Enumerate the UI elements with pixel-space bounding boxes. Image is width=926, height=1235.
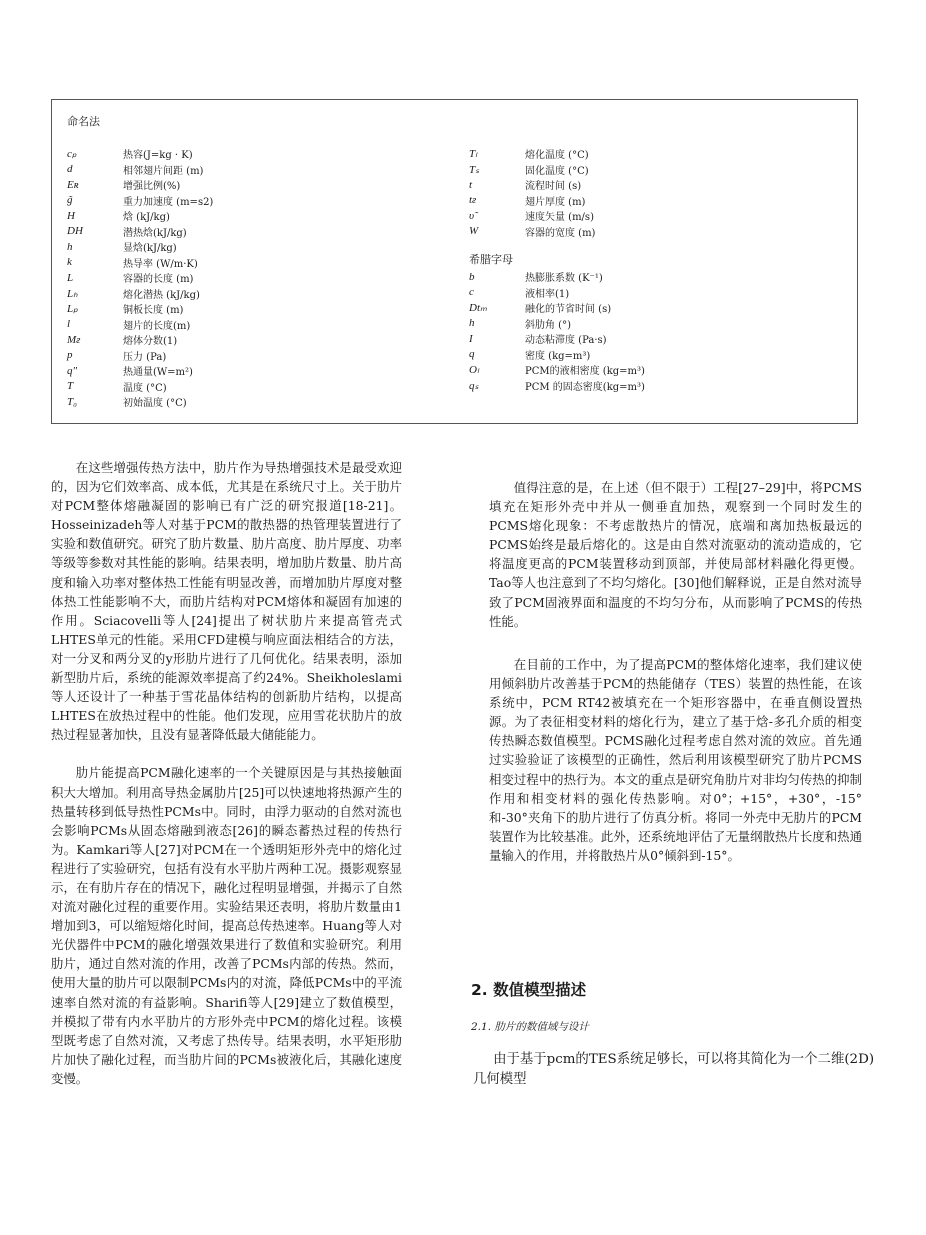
nomenclature-definition: 重力加速度 (m=s2) bbox=[123, 196, 214, 208]
greek-letters-heading: 希腊字母 bbox=[469, 253, 513, 266]
nomenclature-symbol: tғ bbox=[469, 194, 477, 207]
nomenclature-row bbox=[67, 394, 213, 410]
nomenclature-symbol: h bbox=[67, 240, 73, 253]
nomenclature-symbol: DH bbox=[67, 225, 83, 238]
nomenclature-row bbox=[469, 300, 645, 316]
nomenclature-definition: 固化温度 (°C) bbox=[525, 165, 589, 177]
paragraph: 值得注意的是，在上述（但不限于）工程[27–29]中，将PCMS填充在矩形外壳中并从一侧垂直加热，观察到一个同时发生的PCMS熔化现象：不考虑散热片的情况，底端和离加热板最远的PCMS始终是最后熔化的。这是由自然对流驱动的流动造成的，它将温度更高的PCM装置移动到顶部，并使局部材料融化得更慢。Tao等人也注意到了不均匀熔化。[30]他们解释说，正是自然对流导致了PCM固液界面和温度的不均匀分布，从而影响了PCMS的传热性能。 bbox=[489, 480, 862, 629]
body-left-column bbox=[51, 458, 402, 1088]
nomenclature-definition: 熔体分数(1) bbox=[123, 336, 178, 348]
nomenclature-row bbox=[67, 379, 213, 395]
section-paragraph: 由于基于pcm的TES系统足够长，可以将其简化为一个二维(2D)几何模型 bbox=[473, 1052, 875, 1087]
nomenclature-row bbox=[67, 286, 213, 302]
nomenclature-box bbox=[51, 99, 858, 424]
nomenclature-symbol: W bbox=[469, 225, 479, 238]
nomenclature-definition: 热导率 (W/m·K) bbox=[123, 258, 198, 270]
nomenclature-symbol: Lₚ bbox=[67, 303, 78, 316]
nomenclature-definition: 潜热焓(kJ/kg) bbox=[123, 227, 187, 239]
nomenclature-definition: 热膨胀系数 (K⁻¹) bbox=[525, 273, 603, 285]
nomenclature-row bbox=[469, 362, 645, 378]
nomenclature-symbol: H bbox=[67, 209, 75, 222]
nomenclature-row bbox=[67, 162, 213, 178]
nomenclature-symbol: g̃ bbox=[67, 194, 73, 207]
nomenclature-symbol: cₚ bbox=[67, 148, 77, 161]
nomenclature-row bbox=[67, 224, 213, 240]
nomenclature-title: 命名法 bbox=[67, 115, 100, 128]
nomenclature-definition: 流程时间 (s) bbox=[525, 181, 582, 193]
subsection-heading: 2.1. 肋片的数值域与设计 bbox=[471, 1021, 589, 1033]
nomenclature-symbol: T bbox=[67, 380, 74, 393]
nomenclature-row bbox=[469, 193, 645, 209]
nomenclature-row bbox=[67, 255, 213, 271]
nomenclature-definition: 熔化潜热 (kJ/kg) bbox=[123, 289, 200, 301]
nomenclature-symbol: L bbox=[67, 271, 74, 284]
nomenclature-row bbox=[469, 146, 645, 162]
nomenclature-definition: 融化的节省时间 (s) bbox=[525, 304, 612, 316]
nomenclature-definition: 翅片厚度 (m) bbox=[525, 196, 586, 208]
nomenclature-symbol: Lₕ bbox=[67, 287, 78, 300]
nomenclature-symbol: Dtₘ bbox=[469, 302, 487, 315]
nomenclature-symbol: d bbox=[67, 163, 73, 176]
nomenclature-definition: 增强比例(%) bbox=[123, 181, 181, 193]
nomenclature-definition: PCM的液相密度 (kg=m³) bbox=[525, 366, 645, 378]
nomenclature-left-column bbox=[67, 146, 213, 410]
nomenclature-row bbox=[469, 208, 645, 224]
nomenclature-row bbox=[469, 269, 645, 285]
nomenclature-row bbox=[67, 332, 213, 348]
nomenclature-symbol: qₛ bbox=[469, 379, 479, 392]
nomenclature-symbol: c bbox=[469, 286, 474, 299]
nomenclature-row bbox=[469, 347, 645, 363]
nomenclature-definition: 初始温度 (°C) bbox=[123, 398, 187, 410]
nomenclature-row bbox=[67, 301, 213, 317]
nomenclature-symbol: Tₛ bbox=[469, 163, 480, 176]
nomenclature-symbol: Oₗ bbox=[469, 364, 479, 377]
nomenclature-row bbox=[469, 177, 645, 193]
nomenclature-row bbox=[67, 317, 213, 333]
nomenclature-symbol: l bbox=[67, 318, 71, 331]
nomenclature-symbol: Eʀ bbox=[67, 178, 79, 191]
nomenclature-definition: 斜肋角 (°) bbox=[525, 319, 571, 331]
nomenclature-row bbox=[67, 363, 213, 379]
nomenclature-row bbox=[67, 193, 213, 209]
nomenclature-row bbox=[67, 270, 213, 286]
nomenclature-row bbox=[67, 146, 213, 162]
paragraph: 在目前的工作中，为了提高PCM的整体熔化速率，我们建议使用倾斜肋片改善基于PCM的热能储存（TES）装置的热性能，在该系统中，PCM RT42被填充在一个矩形容器中，在垂直侧设置热源。为了表征相变材料的熔化行为，建立了基于焓-多孔介质的相变传热瞬态数值模型。PCMS融化过程考虑自然对流的效应。首先通过实验验证了该模型的正确性，然后利用该模型研究了肋片PCMS相变过程中的热行为。本文的重点是研究角肋片对非均匀传热的抑制作用和相变材料的强化传热影响。对0°；+15°，+30°，-15°和-30°夹角下的肋片进行了仿真分析。将同一外壳中无肋片的PCM装置作为比较基准。此外，还系统地评估了无量纲散热片长度和热通量输入的作用，并将散热片从0°倾斜到-15°。 bbox=[489, 657, 862, 863]
section-heading: 2. 数值模型描述 bbox=[471, 981, 587, 999]
nomenclature-row bbox=[67, 348, 213, 364]
nomenclature-symbol: q″ bbox=[67, 364, 78, 377]
body-right-column-top bbox=[489, 478, 862, 631]
nomenclature-row bbox=[67, 208, 213, 224]
paragraph: 在这些增强传热方法中，肋片作为导热增强技术是最受欢迎的，因为它们效率高、成本低，尤其是在系统尺寸上。关于肋片对PCM整体熔融凝固的影响已有广泛的研究报道[18-21]。Hosseinizadeh等人对基于PCM的散热器的热管理装置进行了实验和数值研究。研究了肋片数量、肋片高度、肋片厚度、功率等级等参数对其性能的影响。结果表明，增加肋片数量、肋片高度和输入功率对整体热工性能有明显改善，而增加肋片厚度对整体热工性能影响不大，而肋片结构对PCM熔体和凝固有加速的作用。Sciacovelli等人[24]提出了树状肋片来提高管壳式LHTES单元的性能。采用CFD建模与响应面法相结合的方法，对一分叉和两分叉的y形肋片进行了几何优化。结果表明，添加新型肋片后，系统的能源效率提高了约24%。Sheikholeslami等人还设计了一种基于雪花晶体结构的创新肋片结构，以提高LHTES在放热过程中的性能。他们发现，应用雪花状肋片的放热过程显著加快，且没有显著降低最大储能能力。 bbox=[51, 460, 402, 743]
nomenclature-definition: 热容(J=kg · K) bbox=[123, 150, 193, 162]
nomenclature-definition: 容器的宽度 (m) bbox=[525, 227, 596, 239]
paragraph: 肋片能提高PCM融化速率的一个关键原因是与其热接触面积大大增加。利用高导热金属肋片[25]可以快速地将热源产生的热量转移到低导热性PCMs中。同时，由浮力驱动的自然对流也会影响PCMs从固态熔融到液态[26]的瞬态蓄热过程的传热行为。Kamkari等人[27]对PCM在一个透明矩形外壳中的熔化过程进行了实验研究，包括有没有水平肋片两种工况。摄影观察显示，在有肋片存在的情况下，融化过程明显增强，并揭示了自然对流对融化过程的重要作用。实验结果还表明，将肋片数量由1增加到3，可以缩短熔化时间，提高总传热速率。Huang等人对光伏器件中PCM的融化增强效果进行了数值和实验研究。利用肋片，通过自然对流的作用，改善了PCMs内部的传热。然而，使用大量的肋片可以限制PCMs内的对流，降低PCMs中的平流速率自然对流的有益影响。Sharifi等人[29]建立了数值模型，并模拟了带有内水平肋片的方形外壳中PCM的熔化过程。该模型既考虑了自然对流，又考虑了热传导。结果表明，水平矩形肋片加快了融化过程，而当肋片间的PCMs被液化后，其融化速度变慢。 bbox=[51, 765, 402, 1086]
nomenclature-symbol: υ̃ bbox=[469, 209, 475, 222]
nomenclature-symbol: I bbox=[469, 332, 473, 345]
nomenclature-symbol: p bbox=[67, 349, 73, 362]
nomenclature-row bbox=[67, 239, 213, 255]
nomenclature-symbol: t bbox=[469, 178, 473, 191]
nomenclature-definition: 压力 (Pa) bbox=[123, 351, 167, 363]
nomenclature-symbol: b bbox=[469, 270, 475, 283]
nomenclature-symbol: Tₗ bbox=[469, 148, 477, 161]
nomenclature-row bbox=[469, 162, 645, 178]
nomenclature-definition: 密度 (kg=m³) bbox=[525, 350, 591, 362]
nomenclature-symbol: k bbox=[67, 256, 72, 269]
nomenclature-definition: 铜板长度 (m) bbox=[123, 305, 184, 317]
nomenclature-definition: 液相率(1) bbox=[525, 288, 570, 300]
nomenclature-symbol: Mғ bbox=[67, 333, 81, 346]
nomenclature-definition: 显焓(kJ/kg) bbox=[123, 243, 177, 255]
nomenclature-definition: 翅片的长度(m) bbox=[123, 320, 191, 332]
nomenclature-symbol: T₀ bbox=[67, 395, 77, 408]
body-right-column-middle bbox=[489, 655, 862, 865]
nomenclature-definition: 动态粘滞度 (Pa·s) bbox=[525, 335, 607, 347]
nomenclature-row bbox=[469, 285, 645, 301]
nomenclature-right-column bbox=[469, 146, 645, 393]
nomenclature-definition: 容器的长度 (m) bbox=[123, 274, 194, 286]
nomenclature-definition: 速度矢量 (m/s) bbox=[525, 212, 594, 224]
nomenclature-row bbox=[469, 378, 645, 394]
nomenclature-row bbox=[469, 316, 645, 332]
nomenclature-row bbox=[67, 177, 213, 193]
nomenclature-symbol: h bbox=[469, 317, 475, 330]
nomenclature-definition: 温度 (°C) bbox=[123, 382, 167, 394]
nomenclature-definition: PCM 的固态密度(kg=m³) bbox=[525, 381, 645, 393]
nomenclature-definition: 热通量(W=m²) bbox=[123, 367, 193, 379]
nomenclature-definition: 熔化温度 (°C) bbox=[525, 150, 589, 162]
nomenclature-definition: 相邻翅片间距 (m) bbox=[123, 165, 204, 177]
nomenclature-row bbox=[469, 224, 645, 240]
nomenclature-symbol: q bbox=[469, 348, 475, 361]
nomenclature-row bbox=[469, 331, 645, 347]
nomenclature-definition: 焓 (kJ/kg) bbox=[123, 212, 170, 224]
